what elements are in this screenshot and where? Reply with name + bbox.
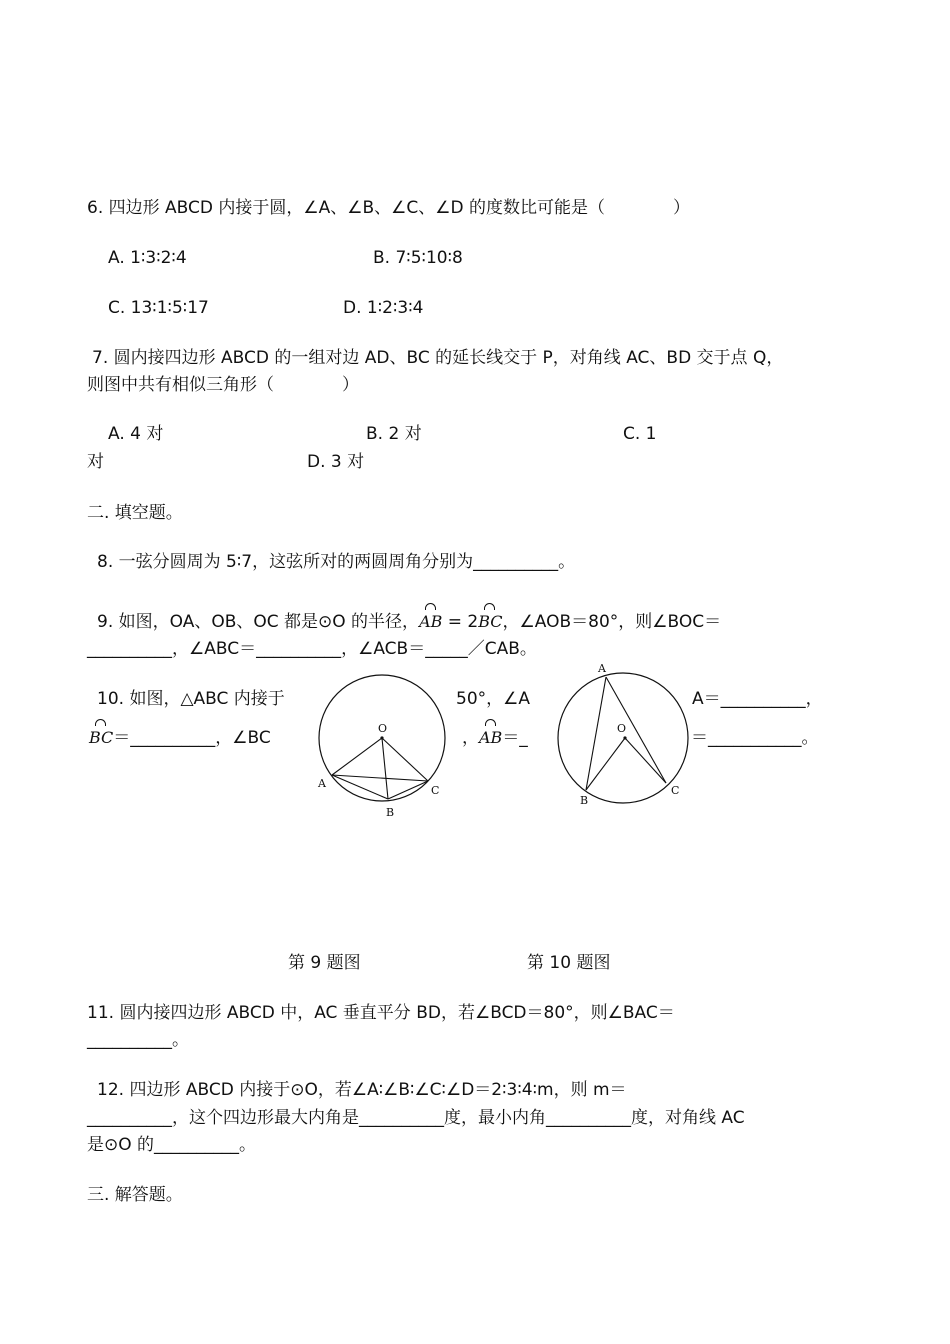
figure-10-label-c: C [671,784,680,797]
figure-9-circle-diagram [310,668,455,828]
arc-ab-symbol: AB [479,728,503,747]
figure-9-label-o: O [378,722,388,735]
question-10-line1-a: 10. 如图，△ABC 内接于 [97,689,285,709]
question-7-option-c-wrap: 对 [87,452,104,472]
figure-10-label-o: O [617,722,627,735]
figure-10-caption: 第 10 题图 [527,953,611,973]
question-7-option-b: B. 2 对 [366,424,422,444]
figure-10-circle-diagram [548,660,698,815]
question-7-option-c: C. 1 [623,424,657,444]
figure-10-center-dot [623,736,626,739]
question-10-line1-c: A＝__________， [692,689,823,709]
question-10-line1-b: 50°，∠A [456,689,531,709]
figure-9-label-c: C [431,784,440,797]
question-10-text-a: ＝__________，∠BC [113,728,271,748]
question-9-eq: = 2 [442,612,479,632]
question-11-line1: 11. 圆内接四边形 ABCD 中，AC 垂直平分 BD，若∠BCD＝80°，则∠BAC＝ [87,1003,675,1023]
section-3-heading: 三. 解答题。 [87,1185,183,1205]
arc-ab-symbol: AB [419,612,443,631]
figure-10-label-a: A [598,662,606,675]
arc-bc-symbol: BC [478,612,503,631]
question-7-option-d: D. 3 对 [307,452,365,472]
question-9-line2: __________，∠ABC＝__________，∠ACB＝_____／CAB。 [87,639,537,659]
question-7-stem-line2: 则图中共有相似三角形（ ） [87,375,359,395]
figure-9-center-dot [380,736,383,739]
question-6-option-c: C. 13∶1∶5∶17 [108,298,209,318]
question-12-line2: __________，这个四边形最大内角是__________度，最小内角__________度，对角线 AC [87,1108,745,1128]
question-6-option-a: A. 1∶3∶2∶4 [108,248,187,268]
question-10-line2-d: ＝___________。 [691,728,819,748]
question-10-line2-a [89,727,271,749]
question-6-stem: 6. 四边形 ABCD 内接于圆，∠A、∠B、∠C、∠D 的度数比可能是（ ） [87,198,691,218]
question-10-line2-b [462,727,528,749]
figure-9-label-b: B [386,806,395,819]
figure-9-caption: 第 9 题图 [288,953,361,973]
arc-bc-symbol: BC [89,728,114,747]
question-7-stem-line1: 7. 圆内接四边形 ABCD 的一组对边 AD、BC 的延长线交于 P，对角线 AC、BD 交于点 Q， [92,348,784,368]
section-2-heading: 二. 填空题。 [87,503,183,523]
question-8: 8. 一弦分圆周为 5∶7，这弦所对的两圆周角分别为__________。 [97,552,576,572]
figure-9-label-a: A [318,777,326,790]
question-11-line2: __________。 [87,1030,189,1050]
question-9-text-b: ，∠AOB＝80°，则∠BOC＝ [502,612,722,632]
question-10-text-c: ＝_ [502,728,528,748]
question-7-option-a: A. 4 对 [108,424,164,444]
question-9-text-a: 9. 如图，OA、OB、OC 都是⊙O 的半径， [97,612,420,632]
question-12-line1: 12. 四边形 ABCD 内接于⊙O，若∠A∶∠B∶∠C∶∠D＝2∶3∶4∶m，则 m＝ [97,1080,627,1100]
figure-10-circle [558,673,688,803]
question-12-line3: 是⊙O 的__________。 [87,1135,257,1155]
question-10-text-b: ， [462,728,479,748]
figure-10-label-b: B [580,794,589,807]
question-6-option-b: B. 7∶5∶10∶8 [373,248,463,268]
question-9-line1 [97,611,721,633]
question-6-option-d: D. 1∶2∶3∶4 [343,298,424,318]
